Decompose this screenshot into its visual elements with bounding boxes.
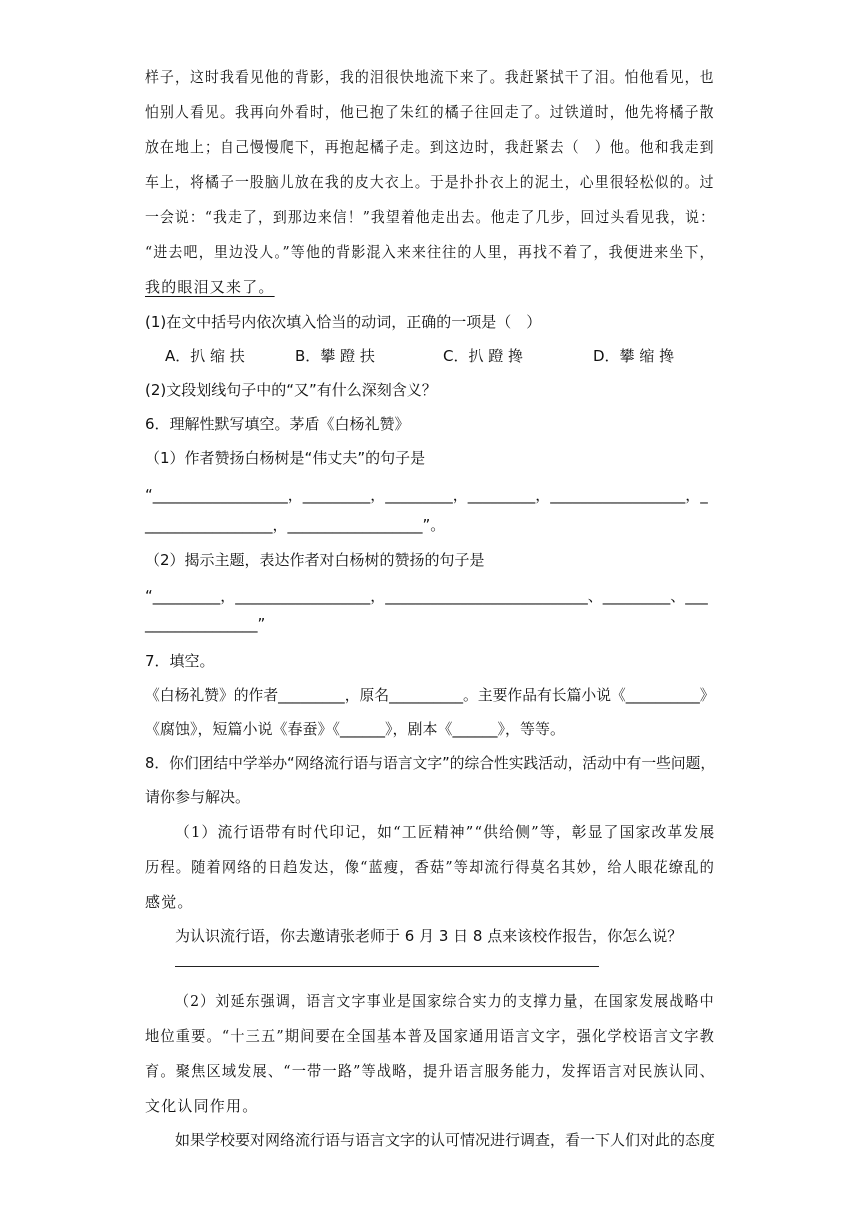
q7-title: 7．填空。 <box>145 652 215 670</box>
q5-option-c: C．扒 蹬 搀 <box>443 347 524 365</box>
q8-p1-line-2: 历程。随着网络的日趋发达，像“蓝瘦，香菇”等却流行得莫名其妙，给人眼花缭乱的 <box>145 858 715 876</box>
underlined-sentence: 我的眼泪又来了。 <box>145 278 275 296</box>
q8-title-2: 请你参与解决。 <box>145 788 251 806</box>
q5-option-d: D．攀 缩 搀 <box>593 347 675 365</box>
passage-line-6: “进去吧，里边没人。”等他的背影混入来来往往的人里，再找不着了，我便进来坐下， <box>145 243 715 261</box>
passage-line-3: 放在地上；自己慢慢爬下，再抱起橘子走。到这边时，我赶紧去（ ）他。他和我走到 <box>145 138 715 156</box>
q8-p1-question: 为认识流行语，你去邀请张老师于 6 月 3 日 8 点来该校作报告，你怎么说？ <box>175 927 683 945</box>
q6-sub2: （2）揭示主题，表达作者对白杨树的赞扬的句子是 <box>145 551 485 569</box>
q8-p2-line-2: 地位重要。“十三五”期间要在全国基本普及国家通用语言文字，强化学校语言文字教 <box>145 1027 715 1045</box>
q6-sub2-blanks-1: “_________，__________________，___________________________、_________、___ <box>145 587 708 605</box>
q8-p2-line-3: 育。聚焦区域发展、“一带一路”等战略，提升语言服务能力，发挥语言对民族认同、 <box>145 1062 715 1080</box>
passage-line-5: 一会说：“我走了，到那边来信！”我望着他走出去。他走了几步，回过头看见我，说： <box>145 208 716 226</box>
q8-p1-line-3: 感觉。 <box>145 893 194 911</box>
answer-line <box>175 966 599 967</box>
q6-sub1-blanks-2: _________________，__________________”。 <box>145 516 446 534</box>
q6-sub1: （1）作者赞扬白杨树是“伟丈夫”的句子是 <box>145 449 426 467</box>
q6-title: 6．理解性默写填空。茅盾《白杨礼赞》 <box>145 415 410 433</box>
q5-option-b: B．攀 蹬 扶 <box>295 347 375 365</box>
q5-sub1: (1)在文中括号内依次填入恰当的动词，正确的一项是（ ） <box>145 313 542 331</box>
passage-line-4: 车上，将橘子一股脑儿放在我的皮大衣上。于是扑扑衣上的泥土，心里很轻松似的。过 <box>145 173 715 191</box>
q7-line-2: 《腐蚀》，短篇小说《春蚕》《______》，剧本《______》，等等。 <box>145 720 566 738</box>
q8-p1-line-1: （1）流行语带有时代印记，如“工匠精神”“供给侧”等，彰显了国家改革发展 <box>175 823 716 841</box>
q7-line-1: 《白杨礼赞》的作者_________，原名__________。主要作品有长篇小说《__________》 <box>145 686 715 704</box>
q5-sub2: (2)文段划线句子中的“又”有什么深刻含义？ <box>145 381 437 399</box>
q6-sub2-blanks-2: _______________” <box>145 615 266 633</box>
q8-title-1: 8．你们团结中学举办“网络流行语与语言文字”的综合性实践活动，活动中有一些问题， <box>145 754 716 772</box>
passage-line-2: 怕别人看见。我再向外看时，他已抱了朱红的橘子往回走了。过铁道时，他先将橘子散 <box>145 103 715 121</box>
q8-last-line: 如果学校要对网络流行语与语言文字的认可情况进行调查，看一下人们对此的态度 <box>175 1131 716 1149</box>
passage-line-1: 样子，这时我看见他的背影，我的泪很快地流下来了。我赶紧拭干了泪。怕他看见，也 <box>145 68 715 86</box>
q8-p2-line-1: （2）刘延东强调，语言文字事业是国家综合实力的支撑力量，在国家发展战略中 <box>175 992 715 1010</box>
q8-p2-line-4: 文化认同作用。 <box>145 1097 259 1115</box>
q6-sub1-blanks-1: “__________________，_________，_________，_________，__________________，_ <box>145 486 708 504</box>
q5-option-a: A．扒 缩 扶 <box>165 347 245 365</box>
